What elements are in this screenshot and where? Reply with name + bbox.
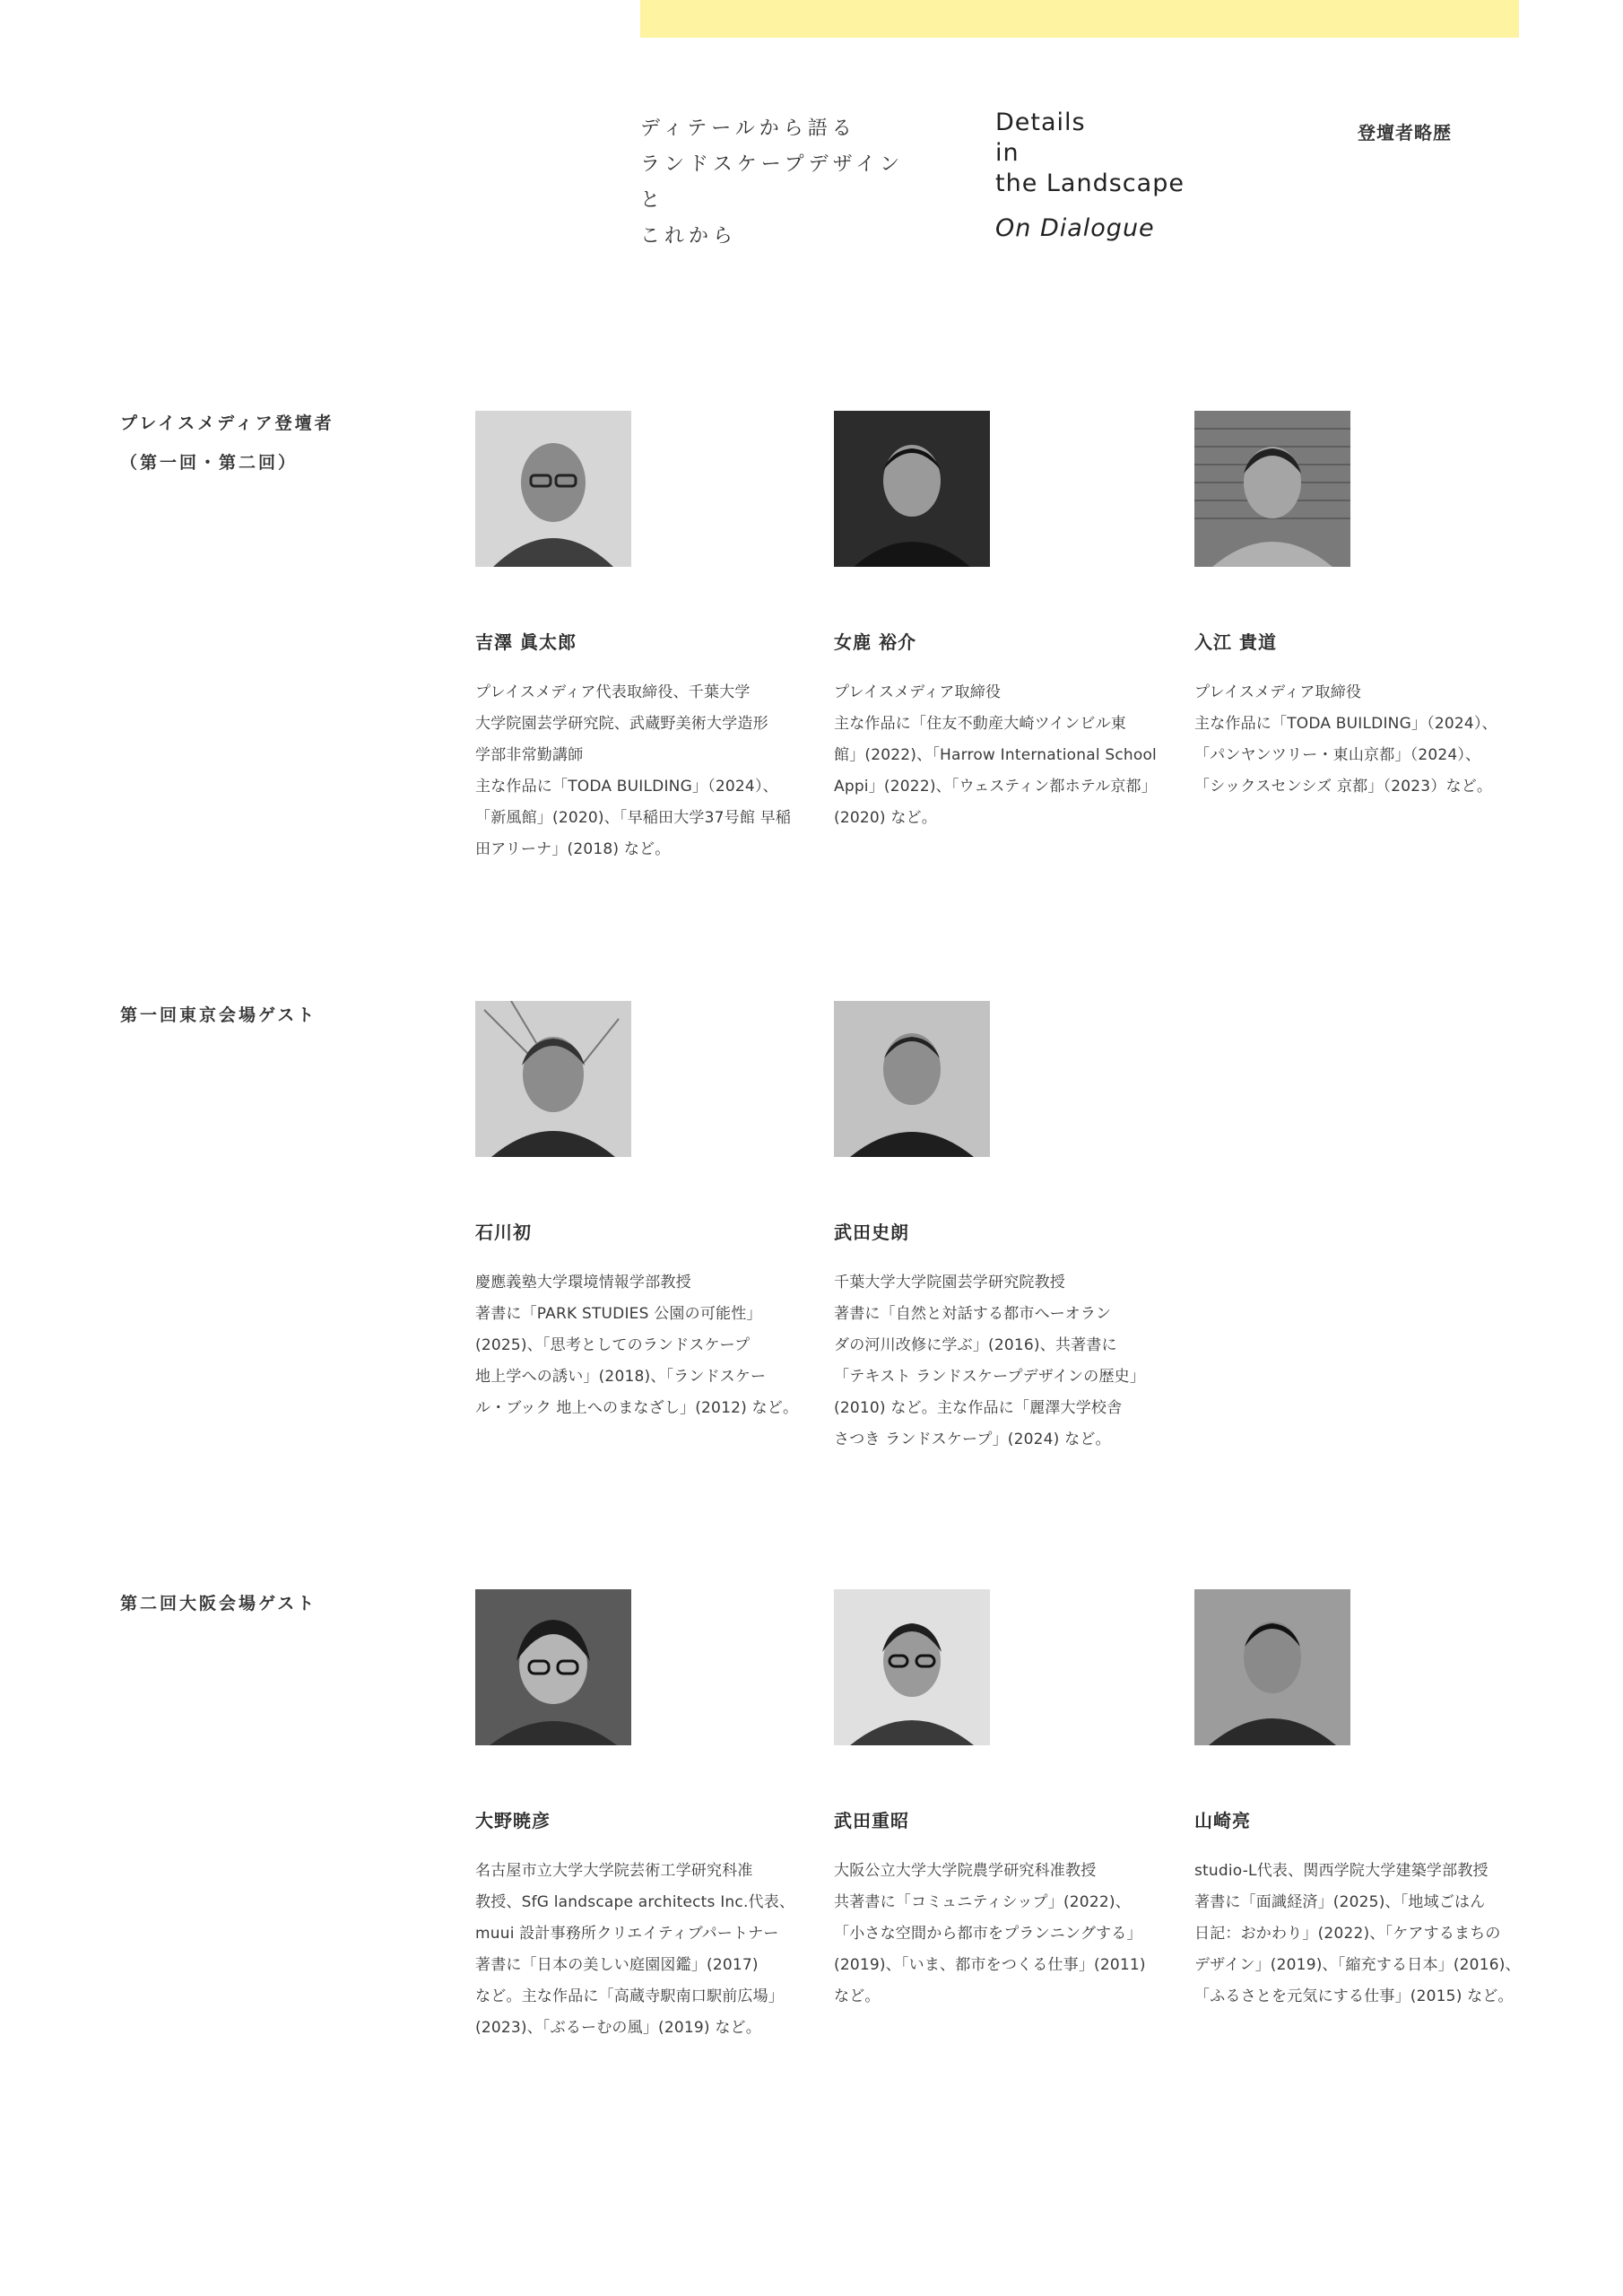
portrait-photo [1194, 411, 1350, 567]
section-label [120, 404, 334, 483]
portrait-photo [475, 1001, 631, 1157]
portrait-photo [475, 411, 631, 567]
japanese-title-line: ディテールから語る [640, 117, 856, 140]
section-label [120, 1584, 317, 1623]
speaker-name: 入江 貴道 [1194, 631, 1277, 653]
speaker-bio: 慶應義塾大学環境情報学部教授 著書に「PARK STUDIES 公園の可能性」 (2025)、「思考としてのランドスケープ 地上学への誘い」(2018)、「ランドスケー ル・ブック 地上へのまなざし」(2012) など。 [475, 1274, 799, 1417]
speaker-name: 石川初 [475, 1222, 532, 1243]
speaker-name: 大野暁彦 [475, 1810, 551, 1831]
speaker-name: 女鹿 裕介 [834, 631, 916, 653]
speaker-name: 吉澤 眞太郎 [475, 631, 577, 653]
english-title-line: in [995, 139, 1020, 167]
speaker-bio: プレイスメディア取締役 主な作品に「住友不動産大崎ツインビル東 館」(2022)、「Harrow International School Appi」(2022)、「ウェスティン都ホテル京都」 (2020) など。 [834, 683, 1157, 827]
speaker-card [834, 411, 1167, 834]
japanese-title [640, 111, 904, 255]
page-header [0, 108, 1623, 269]
english-title [995, 108, 1185, 244]
section-label-line: プレイスメディア登壇者 [120, 413, 334, 433]
japanese-title-line: ランドスケープデザイン [640, 153, 905, 176]
accent-bar [640, 0, 1519, 38]
english-title-line: the Landscape [995, 170, 1185, 197]
speaker-bio: 名古屋市立大学大学院芸術工学研究科准 教授、SfG landscape architects Inc.代表、 muui 設計事務所クリエイティブパートナー 著書に「日本の美しい庭園図鑑」(2017) など。主な作品に「高蔵寺駅南口駅前広場」 (2023)、「ぶるーむの風」(2019) など。 [475, 1862, 795, 2037]
speaker-name: 武田重昭 [834, 1810, 909, 1831]
section-label-line: 第二回大阪会場ゲスト [120, 1594, 317, 1613]
portrait-photo [475, 1589, 631, 1745]
speaker-name: 山崎亮 [1194, 1810, 1251, 1831]
speakers-nav-link[interactable]: 登壇者略歴 [1358, 122, 1452, 144]
english-subtitle: On Dialogue [995, 214, 1155, 242]
speaker-card [1194, 411, 1528, 803]
speaker-card [834, 1589, 1167, 2013]
speaker-bio: プレイスメディア代表取締役、千葉大学 大学院園芸学研究院、武蔵野美術大学造形 学部非常勤講師 主な作品に「TODA BUILDING」（2024）、 「新風館」(2020)、「早稲田大学37号館 早稲 田アリーナ」(2018) など。 [475, 683, 792, 858]
english-title-line: Details [995, 109, 1086, 136]
section-label [120, 996, 317, 1035]
japanese-title-line: これから [640, 225, 738, 248]
portrait-photo [1194, 1589, 1350, 1745]
speaker-card [475, 1001, 809, 1424]
speaker-card [475, 411, 809, 865]
portrait-photo [834, 1001, 990, 1157]
portrait-photo [834, 411, 990, 567]
speaker-bio: プレイスメディア取締役 主な作品に「TODA BUILDING」（2024）、 「パンヤンツリー・東山京都」（2024）、 「シックスセンシズ 京都」（2023）など。 [1194, 683, 1497, 796]
speaker-name: 武田史朗 [834, 1222, 909, 1243]
section-label-line: 第一回東京会場ゲスト [120, 1005, 317, 1025]
portrait-photo [834, 1589, 990, 1745]
speaker-card [1194, 1589, 1528, 2013]
speaker-card [834, 1001, 1167, 1456]
speaker-bio: 千葉大学大学院園芸学研究院教授 著書に「自然と対話する都市へーオラン ダの河川改修に学ぶ」(2016)、共著書に 「テキスト ランドスケープデザインの歴史」 (2010) など。主な作品に「麗澤大学校舎 さつき ランドスケープ」(2024) など。 [834, 1274, 1146, 1448]
japanese-title-line: と [640, 189, 665, 212]
speaker-bio: studio-L代表、関西学院大学建築学部教授 著書に「面識経済」(2025)、「地域ごはん 日記：おかわり」(2022)、「ケアするまちの デザイン」(2019)、「縮充する日本」(2016)、 「ふるさとを元気にする仕事」(2015) など。 [1194, 1862, 1521, 2005]
speaker-bio: 大阪公立大学大学院農学研究科准教授 共著書に「コミュニティシップ」(2022)、 「小さな空間から都市をプランニングする」 (2019)、「いま、都市をつくる仕事」(2011) など。 [834, 1862, 1146, 2005]
speaker-card [475, 1589, 809, 2044]
section-label-line: （第一回・第二回） [120, 453, 299, 473]
